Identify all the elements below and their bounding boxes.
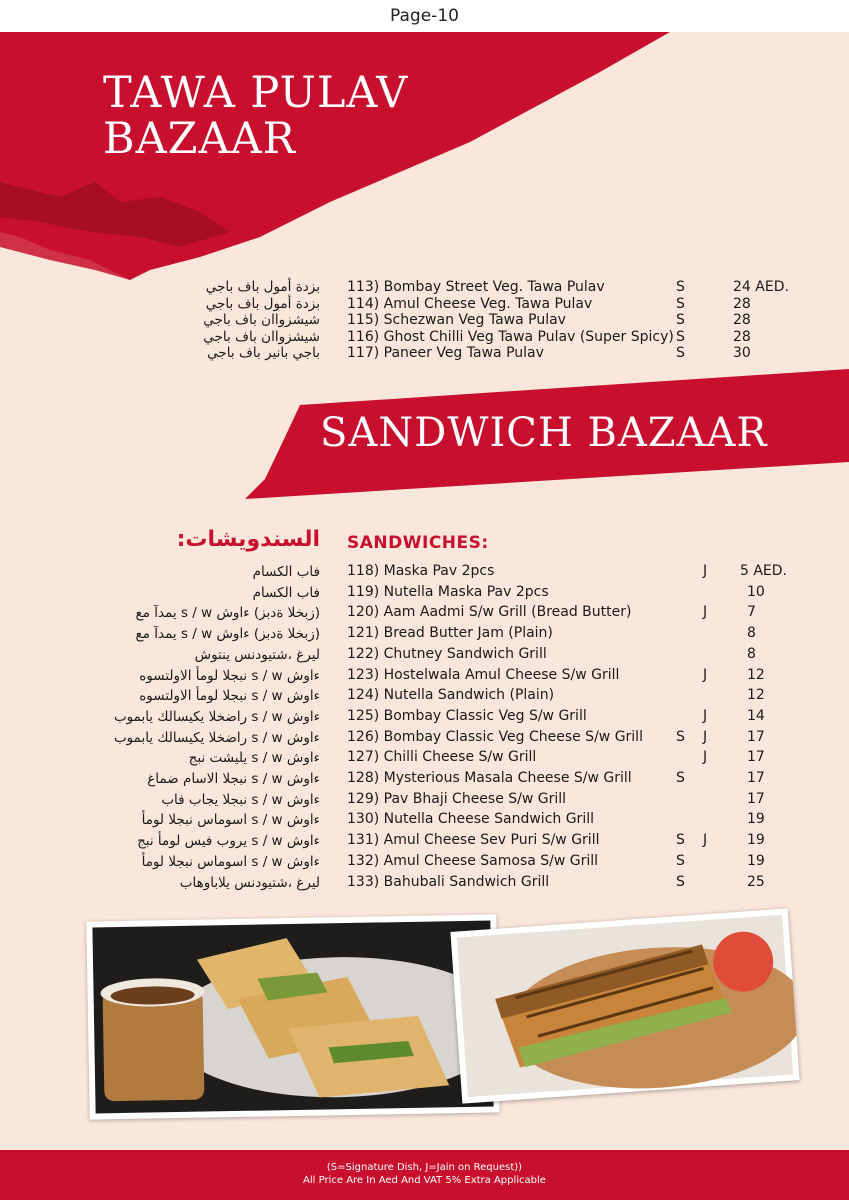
- item-price: 28: [733, 328, 751, 345]
- sandwich-arabic-name: فاب الكسام: [252, 564, 320, 580]
- item-name: 120) Aam Aadmi S/w Grill (Bread Butter): [347, 604, 632, 621]
- item-price: 25: [747, 873, 765, 890]
- sandwich-arabic-name: ءاوش s / w يليشت نبج: [188, 750, 320, 767]
- sandwich-arabic-name: ءاوش s / w نبجلا الاسام ضماغ: [147, 771, 320, 787]
- item-name: 130) Nutella Cheese Sandwich Grill: [347, 811, 594, 828]
- item-price: 8: [747, 645, 756, 662]
- sandwiches-header-arabic: السندويشات:: [176, 527, 320, 552]
- sandwich-menu-item: [347, 874, 807, 892]
- signature-mark: S: [676, 328, 685, 345]
- item-price: 12: [747, 666, 765, 683]
- item-name: 122) Chutney Sandwich Grill: [347, 645, 547, 662]
- sandwich-arabic-name: ءاوش s / w نبجلا يجاب فاب: [161, 791, 320, 808]
- item-price: 30: [733, 345, 751, 361]
- footer-legend: (S=Signature Dish, J=Jain on Request)): [326, 1162, 523, 1173]
- item-price: 28: [733, 312, 751, 328]
- sandwich-arabic-name: (زبخلا ةدبز) ءاوش s / w يمدآ مع: [135, 626, 320, 643]
- signature-mark: S: [676, 295, 685, 312]
- jain-mark: J: [703, 832, 708, 849]
- jain-mark: J: [703, 666, 708, 683]
- tawa-arabic-name: شيشزواان باف باجي: [203, 312, 320, 328]
- item-name: 113) Bombay Street Veg. Tawa Pulav: [347, 279, 605, 295]
- tawa-arabic-name: شيشزواان باف باجي: [203, 328, 320, 345]
- jain-mark: J: [703, 728, 708, 745]
- item-price: 17: [747, 790, 765, 807]
- sandwich-menu-item: [347, 667, 807, 685]
- item-price: 14: [747, 707, 765, 724]
- signature-mark: S: [676, 832, 685, 849]
- sandwich-menu-item: [347, 853, 807, 871]
- jain-mark: J: [703, 707, 708, 724]
- tawa-arabic-name: بزدة أمول باف باجي: [205, 279, 320, 295]
- sandwich-menu-item: [347, 604, 807, 622]
- sandwich-arabic-name: ءاوش s / w اسوماس نبجلا لومأ: [141, 812, 320, 829]
- tawa-pulav-title: [103, 70, 408, 162]
- item-price: 12: [747, 687, 765, 704]
- sandwich-menu-item: [347, 563, 807, 581]
- item-price: 19: [747, 832, 765, 849]
- sandwich-arabic-name: ليرغ ،شتيودنس ينتوش: [194, 646, 320, 663]
- sandwich-menu-item: [347, 625, 807, 643]
- signature-mark: S: [676, 770, 685, 786]
- tawa-menu-item: [347, 279, 807, 297]
- item-name: 115) Schezwan Veg Tawa Pulav: [347, 312, 566, 328]
- tawa-menu-item: [347, 345, 807, 363]
- item-name: 126) Bombay Classic Veg Cheese S/w Grill: [347, 728, 643, 745]
- title-line-1: TAWA PULAV: [103, 68, 409, 118]
- sandwich-menu-item: [347, 687, 807, 705]
- item-price: 24 AED.: [733, 279, 789, 295]
- jain-mark: J: [703, 604, 708, 621]
- item-price: 10: [747, 583, 765, 600]
- tawa-arabic-name: باجي بانير باف باجي: [207, 345, 320, 361]
- signature-mark: S: [676, 852, 685, 869]
- item-name: 132) Amul Cheese Samosa S/w Grill: [347, 852, 599, 869]
- sandwich-tea-photo: [86, 914, 499, 1119]
- item-price: 19: [747, 852, 765, 869]
- item-price: 7: [747, 604, 756, 621]
- sandwich-arabic-name: (زبخلا ةدبز) ءاوش s / w يمدآ مع: [135, 605, 320, 622]
- sandwich-arabic-name: فاب الكسام: [252, 584, 320, 601]
- signature-mark: S: [676, 279, 685, 295]
- item-price: 5 AED.: [740, 563, 788, 579]
- item-name: 133) Bahubali Sandwich Grill: [347, 873, 550, 890]
- sandwich-menu-item: [347, 729, 807, 747]
- item-name: 129) Pav Bhaji Cheese S/w Grill: [347, 790, 567, 807]
- signature-mark: S: [676, 312, 685, 328]
- item-name: 114) Amul Cheese Veg. Tawa Pulav: [347, 295, 593, 312]
- item-price: 17: [747, 770, 765, 786]
- sandwich-menu-item: [347, 749, 807, 767]
- item-name: 117) Paneer Veg Tawa Pulav: [347, 345, 544, 361]
- footer: [0, 1150, 849, 1200]
- signature-mark: S: [676, 728, 685, 745]
- item-name: 118) Maska Pav 2pcs: [347, 563, 495, 579]
- sandwich-menu-item: [347, 832, 807, 850]
- sandwich-arabic-name: ءاوش s / w اسوماس نبجلا لومأ: [141, 853, 320, 870]
- tawa-menu-item: [347, 329, 807, 347]
- footer-vat-note: All Price Are In Aed And VAT 5% Extra Applicable: [303, 1175, 546, 1186]
- item-price: 17: [747, 728, 765, 745]
- tawa-menu-item: [347, 312, 807, 330]
- sandwich-arabic-name: ليرغ ،شتيودنس يلاباوهاب: [179, 874, 320, 891]
- item-price: 28: [733, 295, 751, 312]
- item-name: 127) Chilli Cheese S/w Grill: [347, 749, 537, 766]
- sandwich-arabic-name: ءاوش s / w نبجلا لومأ الاولتسوه: [139, 688, 320, 705]
- item-price: 17: [747, 749, 765, 766]
- page-label: Page-10: [390, 6, 459, 26]
- jain-mark: J: [703, 563, 708, 579]
- item-name: 125) Bombay Classic Veg S/w Grill: [347, 707, 587, 724]
- item-name: 131) Amul Cheese Sev Puri S/w Grill: [347, 832, 600, 849]
- sandwich-arabic-name: ءاوش s / w راضخلا يكيسالك يابموب: [113, 708, 320, 725]
- item-name: 119) Nutella Maska Pav 2pcs: [347, 583, 549, 600]
- sandwich-arabic-name: ءاوش s / w يروب فيس لومأ نبج: [137, 833, 320, 850]
- grilled-sandwich-photo: [450, 908, 799, 1103]
- item-name: 128) Mysterious Masala Cheese S/w Grill: [347, 770, 632, 786]
- item-name: 116) Ghost Chilli Veg Tawa Pulav (Super Spicy): [347, 328, 674, 345]
- sandwich-menu-item: [347, 646, 807, 664]
- sandwiches-header: SANDWICHES:: [347, 533, 489, 553]
- signature-mark: S: [676, 345, 685, 361]
- signature-mark: S: [676, 873, 685, 890]
- item-name: 121) Bread Butter Jam (Plain): [347, 625, 553, 642]
- sandwich-menu-item: [347, 584, 807, 602]
- title-line-2: BAZAAR: [103, 114, 297, 164]
- tawa-arabic-name: بزدة أمول باف باجي: [205, 295, 320, 312]
- sandwich-menu-item: [347, 708, 807, 726]
- sandwich-arabic-name: ءاوش s / w نبجلا لومأ الاولتسوه: [139, 667, 320, 684]
- tawa-menu-item: [347, 296, 807, 314]
- item-price: 8: [747, 625, 756, 642]
- sandwich-menu-item: [347, 791, 807, 809]
- item-name: 124) Nutella Sandwich (Plain): [347, 687, 555, 704]
- sandwich-arabic-name: ءاوش s / w راضخلا يكيسالك يابموب: [113, 729, 320, 746]
- sandwich-menu-item: [347, 770, 807, 788]
- sandwich-bazaar-title: SANDWICH BAZAAR: [320, 410, 768, 456]
- sandwich-menu-item: [347, 811, 807, 829]
- jain-mark: J: [703, 749, 708, 766]
- item-name: 123) Hostelwala Amul Cheese S/w Grill: [347, 666, 620, 683]
- item-price: 19: [747, 811, 765, 828]
